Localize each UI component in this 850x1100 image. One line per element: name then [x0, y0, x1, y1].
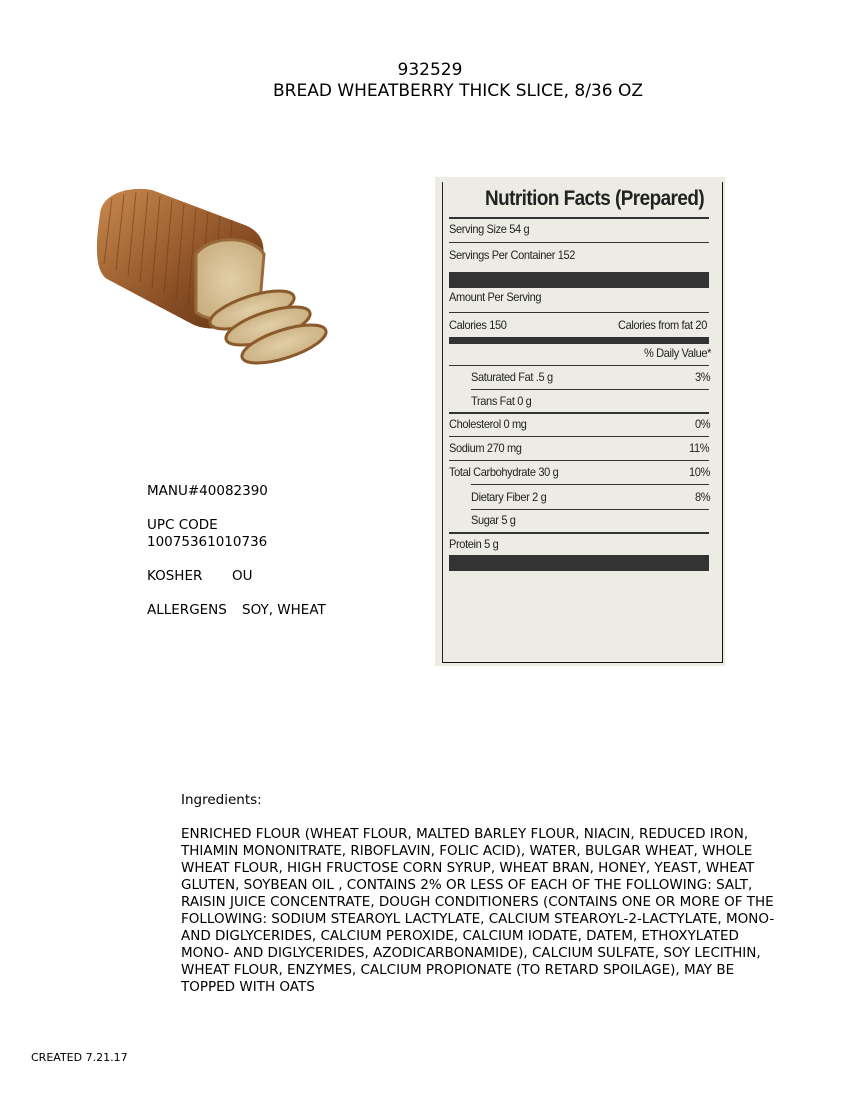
nutrient-dv: 0%: [695, 417, 711, 431]
thick-divider: [449, 337, 709, 344]
divider: [449, 532, 709, 534]
allergens-value: SOY, WHEAT: [242, 602, 326, 618]
nutrient-label: Cholesterol 0 mg: [449, 417, 527, 431]
divider: [471, 484, 709, 485]
thick-divider: [449, 555, 709, 571]
daily-value-header: % Daily Value*: [644, 346, 712, 360]
nutrient-dv: 11%: [689, 441, 710, 455]
nutrient-dv: 8%: [695, 490, 711, 504]
manufacturer-number: MANU#40082390: [147, 483, 268, 499]
divider: [471, 389, 709, 390]
divider: [449, 242, 709, 243]
nutrition-facts-title: Nutrition Facts (Prepared): [485, 187, 705, 210]
ingredients-text: ENRICHED FLOUR (WHEAT FLOUR, MALTED BARLEY FLOUR, NIACIN, REDUCED IRON, THIAMIN MONONITRATE, RIBOFLAVIN, FOLIC ACID), WATER, BULGAR WHEAT, WHOLE WHEAT FLOUR, HIGH FRUCTOSE CORN SYRUP, WHEAT BRAN, HONEY, YEAST, WHEAT GLUTEN, SOYBEAN OIL , CONTAINS 2% OR LESS OF EACH OF THE FOLLOWING: SALT, RAISIN JUICE CONCENTRATE, DOUGH CONDITIONERS (CONTAINS ONE OR MORE OF THE FOLLOWING: SODIUM STEAROYL LACTYLATE, CALCIUM STEAROYL-2-LACTYLATE, MONO- AND DIGLYCERIDES, CALCIUM PEROXIDE, CALCIUM IODATE, DATEM, ETHOXYLATED MONO- AND DIGLYCERIDES, AZODICARBONAMIDE), CALCIUM SULFATE, SOY LECITHIN, WHEAT FLOUR, ENZYMES, CALCIUM PROPIONATE (TO RETARD SPOILAGE), MAY BE TOPPED WITH OATS: [181, 826, 775, 995]
upc-value: 10075361010736: [147, 534, 268, 550]
divider: [449, 217, 709, 219]
kosher-value: OU: [232, 568, 253, 584]
product-code: 932529: [397, 60, 463, 80]
servings-per-container: Servings Per Container 152: [449, 248, 576, 262]
nutrient-label: Trans Fat 0 g: [471, 394, 532, 408]
divider: [471, 509, 709, 510]
ingredients-title: Ingredients:: [181, 792, 262, 808]
divider: [449, 412, 709, 414]
nutrient-label: Sodium 270 mg: [449, 441, 522, 455]
amount-per-serving: Amount Per Serving: [449, 290, 542, 304]
divider: [449, 436, 709, 437]
created-date: CREATED 7.21.17: [31, 1051, 128, 1064]
product-title: BREAD WHEATBERRY THICK SLICE, 8/36 OZ: [273, 81, 643, 101]
kosher-label: KOSHER: [147, 568, 203, 584]
allergens-label: ALLERGENS: [147, 602, 227, 618]
thick-divider: [449, 272, 709, 288]
nutrient-label: Sugar 5 g: [471, 513, 516, 527]
upc-label: UPC CODE: [147, 517, 218, 533]
bread-loaf-photo-icon: [92, 184, 332, 372]
divider: [449, 365, 709, 366]
nutrient-label: Dietary Fiber 2 g: [471, 490, 547, 504]
nutrient-label: Protein 5 g: [449, 537, 499, 551]
calories-from-fat: Calories from fat 20: [618, 318, 707, 332]
nutrient-dv: 3%: [695, 370, 711, 384]
nutrient-label: Total Carbohydrate 30 g: [449, 465, 559, 479]
calories: Calories 150: [449, 318, 507, 332]
nutrient-label: Saturated Fat .5 g: [471, 370, 553, 384]
nutrient-dv: 10%: [689, 465, 711, 479]
divider: [449, 312, 709, 313]
divider: [449, 460, 709, 461]
serving-size: Serving Size 54 g: [449, 222, 530, 236]
